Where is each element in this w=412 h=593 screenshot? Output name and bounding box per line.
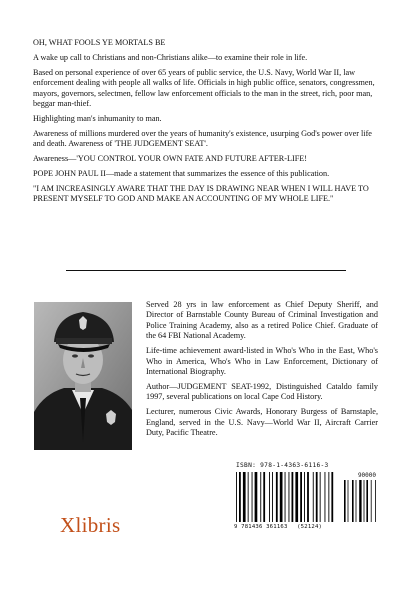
blurb-paragraph: Based on personal experience of over 65 years of public service, the U.S. Navy, World War II, law enforcement dealing with people all walks of life. Officials in high public office, senators, congressmen, mayors, governors, selectmen, fellow law enforcement officials to the man in the street, rich, poor man, beggar man-thief. — [33, 67, 375, 109]
barcode-block — [234, 462, 378, 536]
bio-paragraph: Lecturer, numerous Civic Awards, Honorary Burgess of Barnstaple, England, served in the U.S. Navy—World War II, Aircraft Carrier Duty, Pacific Theatre. — [146, 407, 378, 437]
author-photo — [34, 302, 132, 450]
ean-digits: 9 781436 361163 — [234, 524, 288, 530]
blurb-paragraph: POPE JOHN PAUL II—made a statement that summarizes the essence of this publication. — [33, 169, 330, 179]
bio-paragraph: Life-time achievement award-listed in Who's Who in the East, Who's Who in America, Who's Who in Law Enforcement, Dictionary of International Biography. — [146, 346, 378, 376]
blurb-paragraph: A wake up call to Christians and non-Christians alike—to examine their role in life. — [33, 52, 308, 62]
publisher-logo: Xlibris — [60, 513, 121, 537]
pope-quote: "I AM INCREASINGLY AWARE THAT THE DAY IS DRAWING NEAR WHEN I WILL HAVE TO PRESENT MYSELF TO GOD AND MAKE AN ACCOUNTING OF MY WHOLE LIFE." — [33, 183, 369, 204]
barcode-icon — [234, 472, 378, 524]
bio-paragraph: Author—JUDGEMENT SEAT-1992, Distinguished Cataldo family 1997, several publications on local Cape Cod History. — [146, 381, 378, 402]
barcode-digits — [234, 524, 378, 530]
price-code: 90000 — [357, 472, 376, 479]
blurb-paragraph: Awareness of millions murdered over the years of humanity's existence, usurping God's power over life and death. Awareness of 'THE JUDGEMENT SEAT'. — [33, 128, 372, 149]
cover-blurb — [33, 38, 375, 209]
blurb-paragraph: Awareness—'YOU CONTROL YOUR OWN FATE AND FUTURE AFTER-LIFE! — [33, 154, 307, 164]
author-bio — [146, 300, 378, 443]
blurb-paragraph: Highlighting man's inhumanity to man. — [33, 113, 162, 123]
addon-digits: (52124) — [297, 524, 323, 530]
section-divider — [66, 270, 346, 271]
isbn-label: ISBN: 978-1-4363-6116-3 — [236, 462, 329, 469]
blurb-heading: OH, WHAT FOOLS YE MORTALS BE — [33, 38, 166, 47]
bio-paragraph: Served 28 yrs in law enforcement as Chief Deputy Sheriff, and Director of Barnstable County Bureau of Criminal Investigation and Police Training Academy, also as a retired Police Chief. Graduate of the 64 FBI National Academy. — [146, 300, 378, 341]
